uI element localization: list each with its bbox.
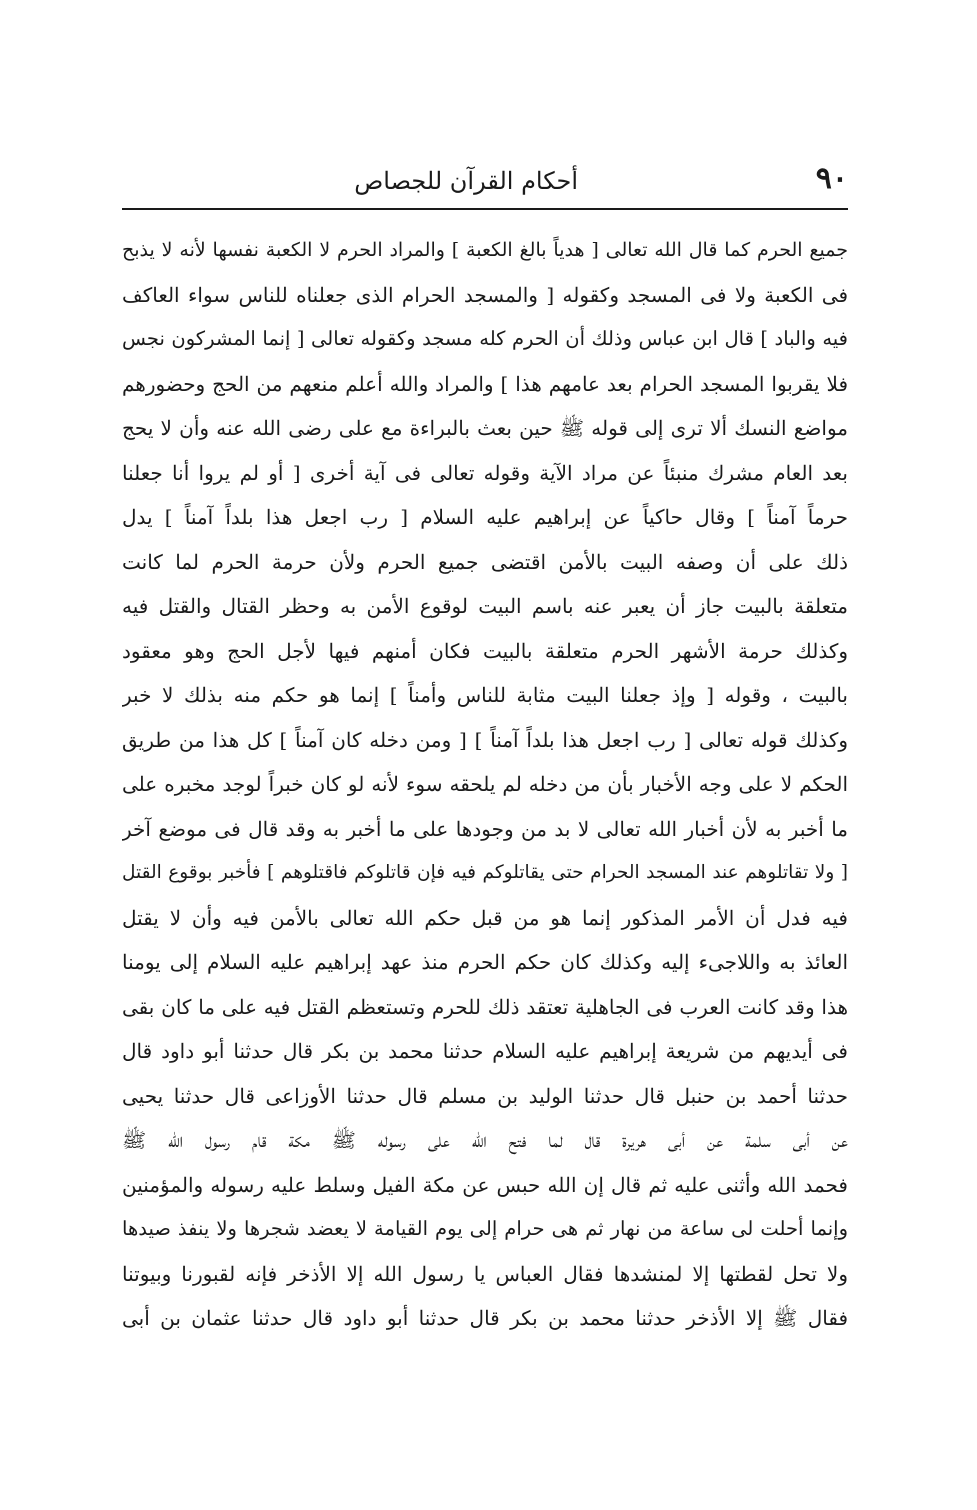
text-line: حرماً آمناً ] وقال حاكياً عن إبراهيم عليه السلام [ رب اجعل هذا بلداً آمناً ] يدل	[122, 505, 848, 529]
text-line: العائذ به واللاجىء إليه وكذلك كان حكم الحرم منذ عهد إبراهيم عليه السلام إلى يومنا	[122, 950, 848, 974]
running-title: أحكام القرآن للجصاص	[354, 167, 578, 195]
text-line: الحكم لا على وجه الأخبار بأن من دخله لم يلحقه سوء لأنه لو كان خبراً لوجد مخبره على	[122, 772, 848, 796]
text-line: فلا يقربوا المسجد الحرام بعد عامهم هذا ] والمراد والله أعلم منعهم من الحج وحضورهم	[122, 371, 848, 396]
text-line: ولا تحل لقطتها إلا لمنشدها فقال العباس يا رسول الله إلا الأذخر فإنه لقبورنا وبيوتنا	[122, 1261, 848, 1286]
text-line: فحمد الله وأثنى عليه ثم قال إن الله حبس عن مكة الفيل وسلط عليه رسوله والمؤمنين	[122, 1172, 848, 1197]
text-line: وإنما أحلت لى ساعة من نهار ثم هى حرام إلى يوم القيامة لا يعضد شجرها ولا ينفذ صيدها	[122, 1217, 848, 1240]
text-line: فى أيديهم من شريعة إبراهيم عليه السلام حدثنا محمد بن بكر قال حدثنا أبو داود قال	[122, 1039, 848, 1063]
text-line: بعد العام مشرك منبئاً عن مراد الآية وقوله تعالى فى آية أخرى [ أو لم يروا أنا جعلنا	[122, 460, 848, 485]
text-line: بالبيت ، وقوله [ وإذ جعلنا البيت مثابة للناس وأمناً ] إنما هو حكم منه بذلك لا خبر	[122, 683, 848, 707]
text-line: حدثنا أحمد بن حنبل قال حدثنا الوليد بن مسلم قال حدثنا الأوزاعى قال حدثنا يحيى	[122, 1083, 848, 1108]
text-line: فيه فدل أن الأمر المذكور إنما هو من قبل حكم الله تعالى بالأمن فيه وأن لا يقتل	[122, 905, 848, 930]
text-line: ذلك على أن وصفه البيت بالأمن اقتضى جميع الحرم ولأن حرمة الحرم لما كانت	[122, 549, 848, 574]
text-line: هذا وقد كانت العرب فى الجاهلية تعتقد ذلك للحرم وتستعظم القتل فيه على ما كان بقى	[122, 994, 848, 1019]
header-rule	[122, 208, 848, 210]
text-line: ما أخبر به لأن أخبار الله تعالى لا بد من وجودها على ما أخبر به وقد قال فى موضع آخر	[122, 816, 848, 841]
body-text	[122, 228, 848, 1341]
page-header	[122, 160, 848, 200]
text-line: جميع الحرم كما قال الله تعالى [ هدياً بالغ الكعبة ] والمراد الحرم لا الكعبة نفسها لأنه لا يذبح	[122, 239, 848, 261]
text-line: وكذلك حرمة الأشهر الحرم متعلقة بالبيت فكان أمنهم فيها لأجل الحج وهو معقود	[122, 638, 848, 663]
text-line: وكذلك قوله تعالى [ رب اجعل هذا بلداً آمناً ] [ ومن دخله كان آمناً ] كل هذا من طريق	[122, 727, 848, 752]
text-line: مواضع النسك ألا ترى إلى قوله ﷺ حين بعث بالبراءة مع على رضى الله عنه وأن لا يحج	[122, 416, 848, 440]
text-line: فيه والباد ] قال ابن عباس وذلك أن الحرم كله مسجد وكقوله تعالى [ إنما المشركون نجس	[122, 327, 848, 350]
text-line: عن أبى سلمة عن أبى هريرة قال لما فتح الله على رسوله ﷺ مكة قام رسول الله ﷺ	[122, 1128, 848, 1152]
text-line: فى الكعبة ولا فى المسجد وكقوله [ والمسجد الحرام الذى جعلناه للناس سواء العاكف	[122, 282, 848, 307]
text-line: متعلقة بالبيت جاز أن يعبر عنه باسم البيت لوقوع الأمن به وحظر القتال والقتل فيه	[122, 594, 848, 618]
text-line: [ ولا تقاتلوهم عند المسجد الحرام حتى يقاتلوكم فيه فإن قاتلوكم فاقتلوهم ] فأخبر بوقوع القتل	[122, 862, 848, 883]
page-number: ٩٠	[815, 161, 848, 196]
text-line: فقال ﷺ إلا الأذخر حدثنا محمد بن بكر قال حدثنا أبو داود قال حدثنا عثمان بن أبى	[122, 1306, 848, 1330]
